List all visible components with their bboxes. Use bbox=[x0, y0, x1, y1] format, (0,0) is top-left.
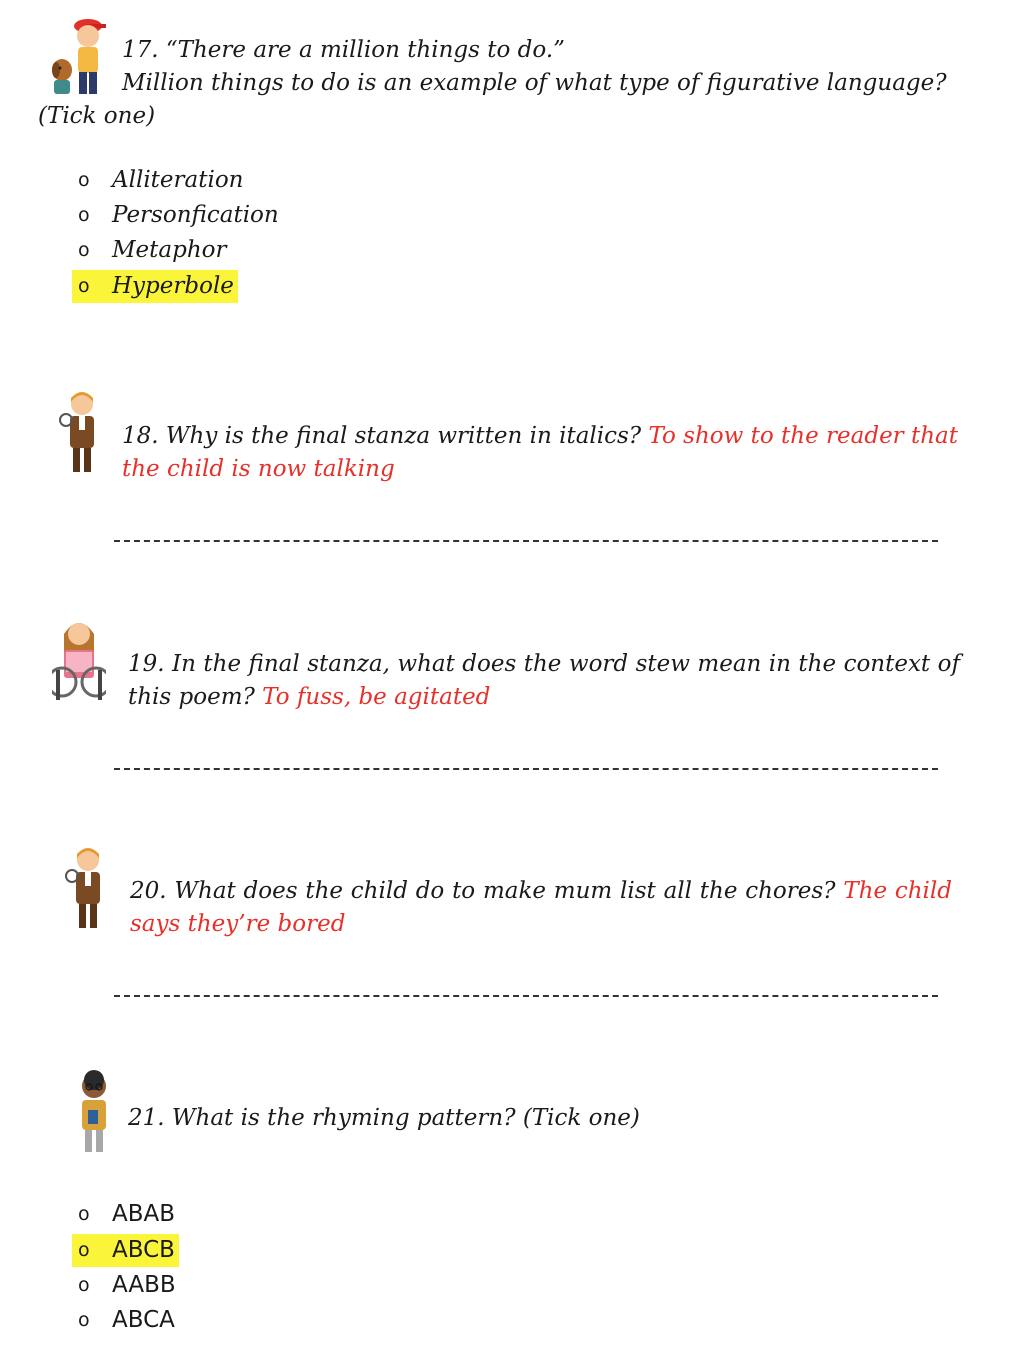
question-17-text bbox=[122, 67, 952, 100]
option-label: Hyperbole bbox=[112, 273, 234, 299]
answer-line-18[interactable] bbox=[114, 540, 938, 542]
question-18 bbox=[122, 420, 958, 486]
option-label: ABAB bbox=[112, 1201, 176, 1227]
question-17-quote-line bbox=[122, 34, 952, 67]
option-label: Personfication bbox=[112, 202, 279, 228]
question-20-answer[interactable]: The child says they’re bored bbox=[130, 878, 952, 937]
option-label: Metaphor bbox=[112, 237, 227, 263]
question-18-text: 18. Why is the final stanza written in italics? bbox=[122, 423, 642, 449]
question-19-text: 19. In the final stanza, what does the word stew mean in the context of this poem? bbox=[128, 651, 960, 710]
question-19 bbox=[128, 648, 960, 714]
radio-bullet: o bbox=[78, 1309, 90, 1331]
answer-line-20[interactable] bbox=[114, 995, 938, 997]
option-label: AABB bbox=[112, 1272, 176, 1298]
option-label: ABCB bbox=[112, 1237, 175, 1263]
radio-bullet: o bbox=[78, 239, 90, 261]
option-aabb[interactable] bbox=[72, 1269, 176, 1302]
question-18-answer[interactable]: To show to the reader that the child is now talking bbox=[122, 423, 959, 482]
option-personification[interactable] bbox=[72, 199, 279, 232]
boy-glasses-book-icon bbox=[74, 1070, 114, 1158]
boy-magnifier-icon bbox=[62, 846, 108, 934]
quote: “There are a million things to do.” bbox=[165, 37, 565, 63]
tick-one-instruction: (Tick one) bbox=[38, 103, 156, 129]
question-20 bbox=[130, 875, 952, 941]
boy-magnifier-icon bbox=[56, 390, 102, 478]
question-rest: is an example of what type of figurative language? bbox=[349, 70, 947, 96]
option-metaphor[interactable] bbox=[72, 234, 227, 267]
question-number: 17. bbox=[122, 37, 159, 63]
option-label: ABCA bbox=[112, 1307, 175, 1333]
option-abca[interactable] bbox=[72, 1304, 175, 1337]
option-label: Alliteration bbox=[112, 167, 244, 193]
radio-bullet: o bbox=[78, 1203, 90, 1225]
question-21: 21. What is the rhyming pattern? (Tick one) bbox=[128, 1105, 640, 1131]
boy-cap-with-dog-icon bbox=[48, 12, 110, 98]
question-emphasis: Million things to do bbox=[122, 70, 350, 96]
radio-bullet: o bbox=[78, 1274, 90, 1296]
option-hyperbole-selected[interactable] bbox=[72, 270, 238, 303]
radio-bullet: o bbox=[78, 169, 90, 191]
option-alliteration[interactable] bbox=[72, 164, 244, 197]
option-abcb-selected[interactable] bbox=[72, 1234, 179, 1267]
question-19-answer[interactable]: To fuss, be agitated bbox=[262, 684, 491, 710]
radio-bullet: o bbox=[78, 1239, 90, 1261]
option-abab[interactable] bbox=[72, 1198, 175, 1231]
radio-bullet: o bbox=[78, 204, 90, 226]
radio-bullet: o bbox=[78, 275, 90, 297]
girl-wheelchair-book-icon bbox=[52, 614, 106, 704]
question-20-text: 20. What does the child do to make mum list all the chores? bbox=[130, 878, 836, 904]
answer-line-19[interactable] bbox=[114, 768, 938, 770]
